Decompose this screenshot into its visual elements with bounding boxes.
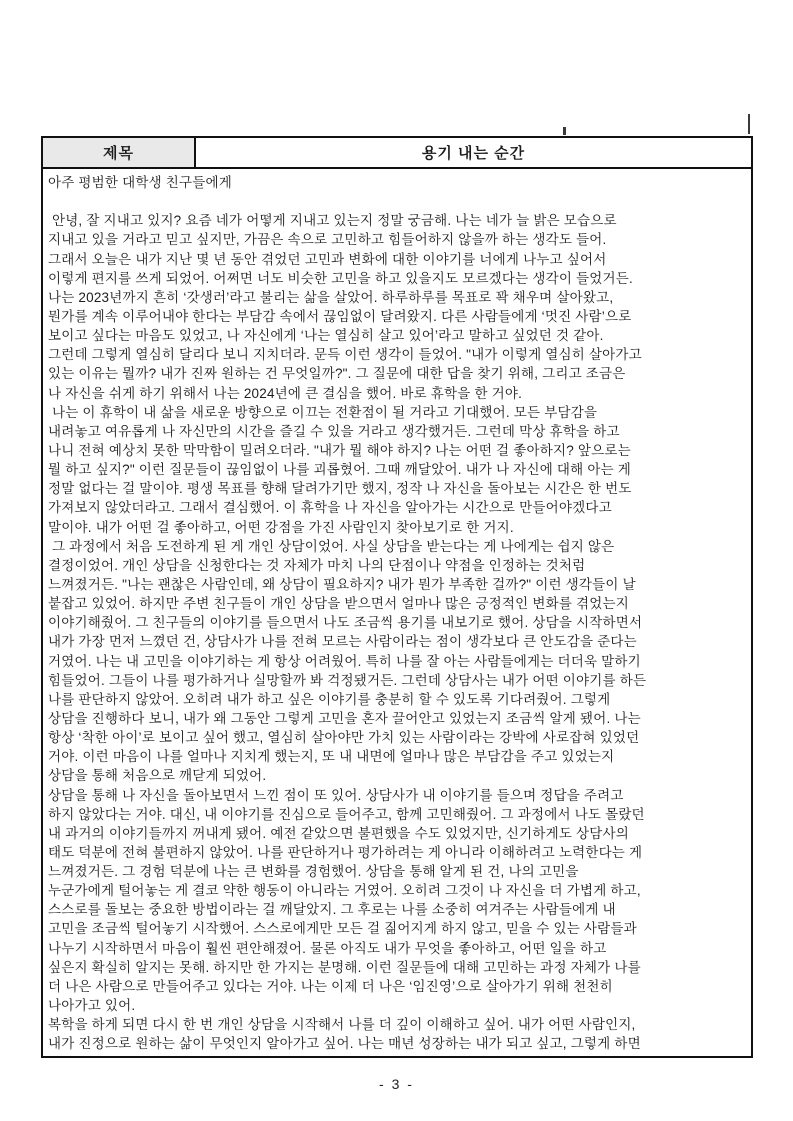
text-line: 상담을 통해 처음으로 깨닫게 되었어. [48, 768, 267, 784]
text-line: 나는 이 휴학이 내 삶을 새로운 방향으로 이끄는 전환점이 될 거라고 기대했어. 모든 부담감을 [48, 404, 598, 420]
text-line: 그런데 그렇게 열심히 달리다 보니 지치더라. 문득 이런 생각이 들었어. "내가 이렇게 열심히 살아가고 [48, 347, 642, 363]
text-line: 거야. 이런 마음이 나를 얼마나 지치게 했는지, 또 내 내면에 얼마나 많은 부담감을 주고 있었는지 [48, 749, 615, 765]
text-line: 느껴졌거든. 그 경험 덕분에 나는 큰 변화를 경험했어. 상담을 통해 알게 된 건, 나의 고민을 [48, 864, 579, 880]
text-line: 그래서 오늘은 내가 지난 몇 년 동안 겪었던 고민과 변화에 대한 이야기를 너에게 나누고 싶어서 [48, 251, 607, 267]
text-line: 더 나은 사람으로 만들어주고 있다는 거야. 나는 이제 더 나은 ‘임진영’으로 살아가기 위해 천천히 [48, 978, 613, 994]
text-line: 스스로를 돌보는 중요한 방법이라는 걸 깨달았지. 그 후로는 나를 소중히 여겨주는 사람들에게 내 [48, 902, 616, 918]
text-line: 나 자신을 쉬게 하기 위해서 나는 2024년에 큰 결심을 했어. 바로 휴학을 한 거야. [48, 385, 523, 401]
text-line: 태도 덕분에 전혀 불편하지 않았어. 나를 판단하거나 평가하려는 게 아니라 이해하려고 노력한다는 게 [48, 844, 643, 860]
document-header-row [43, 138, 751, 169]
text-line: 보이고 싶다는 마음도 있었고, 나 자신에게 ‘나는 열심히 살고 있어’라고 말하고 싶었던 것 같아. [48, 328, 604, 344]
text-line: 내려놓고 여유롭게 나 자신만의 시간을 즐길 수 있을 거라고 생각했거든. 그런데 막상 휴학을 하고 [48, 423, 620, 439]
text-line: 아주 평범한 대학생 친구들에게 [48, 175, 232, 190]
text-line: 지내고 있을 거라고 믿고 싶지만, 가끔은 속으로 고민하고 힘들어하지 않을까 하는 생각도 들어. [48, 232, 607, 248]
text-line: 거였어. 나는 내 고민을 이야기하는 게 항상 어려웠어. 특히 나를 잘 아는 사람들에게는 더더욱 말하기 [48, 653, 641, 669]
text-line: 결정이었어. 개인 상담을 신청한다는 것 자체가 마치 나의 단점이나 약점을 인정하는 것처럼 [48, 557, 586, 573]
letter-document-table [41, 136, 753, 1058]
text-line: 내가 진정으로 원하는 삶이 무엇인지 알아가고 싶어. 나는 매년 성장하는 내가 되고 싶고, 그렇게 하면 [48, 1036, 641, 1052]
text-line: 상담을 진행하다 보니, 내가 왜 그동안 그렇게 고민을 혼자 끌어안고 있었는지 조금씩 알게 됐어. 나는 [48, 710, 641, 726]
text-line: 나는 2023년까지 흔히 ‘갓생러’라고 불리는 삶을 살았어. 하루하루를 목표로 꽉 채우며 살아왔고, [48, 289, 614, 305]
letter-body-text [43, 169, 751, 1056]
text-line: 안녕, 잘 지내고 있지? 요즘 네가 어떻게 지내고 있는지 정말 궁금해. 나는 네가 늘 밝은 모습으로 [48, 213, 617, 229]
text-line: 나아가고 있어. [48, 998, 136, 1014]
text-line: 느껴졌거든. "나는 괜찮은 사람인데, 왜 상담이 필요하지? 내가 뭔가 부족한 걸까?" 이런 생각들이 날 [48, 576, 636, 592]
text-line: 말이야. 내가 어떤 걸 좋아하고, 어떤 강점을 가진 사람인지 찾아보기로 한 거지. [48, 519, 514, 535]
text-line: 항상 ‘착한 아이’로 보이고 싶어 했고, 열심히 살아야만 가치 있는 사람이라는 강박에 사로잡혀 있었던 [48, 730, 640, 746]
text-line: 내가 가장 먼저 느꼈던 건, 상담사가 나를 전혀 모르는 사람이라는 점이 생각보다 큰 안도감을 준다는 [48, 634, 637, 650]
text-line: 붙잡고 있었어. 하지만 주변 친구들이 개인 상담을 받으면서 얼마나 많은 긍정적인 변화를 겪었는지 [48, 596, 629, 612]
text-line: 누군가에게 털어놓는 게 결코 약한 행동이 아니라는 거였어. 오히려 그것이 나 자신을 더 가볍게 하고, [48, 883, 641, 899]
text-line: 싶은지 확실히 알지는 못해. 하지만 한 가지는 분명해. 이런 질문들에 대해 고민하는 과정 자체가 나를 [48, 959, 641, 975]
text-line: 힘들었어. 그들이 나를 평가하거나 실망할까 봐 걱정됐거든. 그런데 상담사는 내가 어떤 이야기를 하든 [48, 672, 647, 688]
text-line: 있는 이유는 뭘까? 내가 진짜 원하는 건 무엇일까?". 그 질문에 대한 답을 찾기 위해, 그리고 조금은 [48, 366, 626, 382]
text-line: 고민을 조금씩 털어놓기 시작했어. 스스로에게만 모든 걸 짊어지게 하지 않고, 믿을 수 있는 사람들과 [48, 921, 637, 937]
text-line: 상담을 통해 나 자신을 돌아보면서 느낀 점이 또 있어. 상담사가 내 이야기를 들으며 정답을 주려고 [48, 787, 624, 803]
text-line: 이야기해줬어. 그 친구들의 이야기를 들으면서 나도 조금씩 용기를 내보기로 했어. 상담을 시작하면서 [48, 615, 643, 631]
title-value-cell: 용기 내는 순간 [421, 145, 526, 162]
page-number: - 3 - [379, 1076, 414, 1092]
text-line [48, 192, 746, 211]
scan-artifact-mark [563, 127, 566, 135]
text-line: 이렇게 편지를 쓰게 되었어. 어쩌면 너도 비슷한 고민을 하고 있을지도 모르겠다는 생각이 들었거든. [48, 270, 633, 286]
text-line: 정말 없다는 걸 말이야. 평생 목표를 향해 달려가기만 했지, 정작 나 자신을 돌아보는 시간은 한 번도 [48, 481, 632, 497]
text-line: 나누기 시작하면서 마음이 훨씬 편안해졌어. 물론 아직도 내가 무엇을 좋아하고, 어떤 일을 하고 [48, 940, 607, 956]
scan-artifact-mark [748, 114, 750, 134]
text-line: 나를 판단하지 않았어. 오히려 내가 하고 싶은 이야기를 충분히 할 수 있도록 기다려줬어. 그렇게 [48, 691, 611, 707]
text-line: 내 과거의 이야기들까지 꺼내게 됐어. 예전 같았으면 불편했을 수도 있었지만, 신기하게도 상담사의 [48, 825, 629, 841]
text-line: 그 과정에서 처음 도전하게 된 게 개인 상담이었어. 사실 상담을 받는다는 게 나에게는 쉽지 않은 [48, 538, 615, 554]
text-line: 뭘 하고 싶지?" 이런 질문들이 끊임없이 나를 괴롭혔어. 그때 깨달았어. 내가 나 자신에 대해 아는 게 [48, 462, 632, 478]
text-line: 뭔가를 계속 이루어내야 한다는 부담감 속에서 끊임없이 달려왔지. 다른 사람들에게 ‘멋진 사람’으로 [48, 308, 632, 324]
text-line: 가져보지 않았더라고. 그래서 결심했어. 이 휴학을 나 자신을 알아가는 시간으로 만들어야겠다고 [48, 500, 612, 516]
text-line: 하지 않았다는 거야. 대신, 내 이야기를 진심으로 들어주고, 함께 고민해줬어. 그 과정에서 나도 몰랐던 [48, 806, 645, 822]
text-line: 복학을 하게 되면 다시 한 번 개인 상담을 시작해서 나를 더 깊이 이해하고 싶어. 내가 어떤 사람인지, [48, 1017, 636, 1033]
title-label-cell: 제목 [43, 138, 196, 167]
text-line: 나니 전혀 예상치 못한 막막함이 밀려오더라. "내가 뭘 해야 하지? 나는 어떤 걸 좋아하지? 앞으로는 [48, 442, 631, 458]
